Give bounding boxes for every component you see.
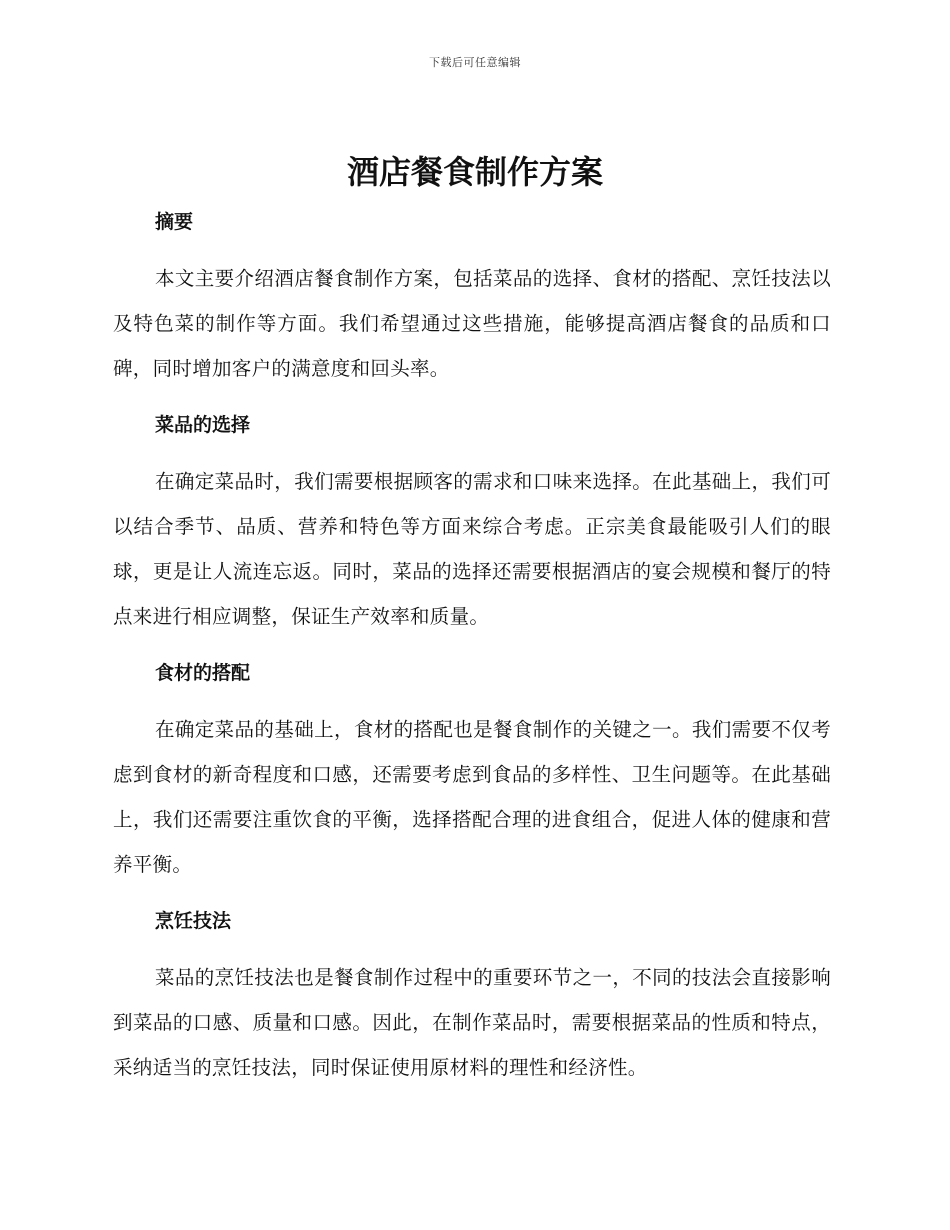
section-body-ingredient-pairing: 在确定菜品的基础上，食材的搭配也是餐食制作的关键之一。我们需要不仅考虑到食材的新奇程度和口感，还需要考虑到食品的多样性、卫生问题等。在此基础上，我们还需要注重饮食的平衡，选择搭配合理的进食组合，促进人体的健康和营养平衡。	[113, 718, 831, 876]
page-header-note: 下载后可任意编辑	[429, 56, 521, 69]
section-body-dish-selection: 在确定菜品时，我们需要根据顾客的需求和口味来选择。在此基础上，我们可以结合季节、品质、营养和特色等方面来综合考虑。正宗美食最能吸引人们的眼球，更是让人流连忘返。同时，菜品的选择还需要根据酒店的宴会规模和餐厅的特点来进行相应调整，保证生产效率和质量。	[113, 470, 831, 628]
section-body-cooking-techniques: 菜品的烹饪技法也是餐食制作过程中的重要环节之一，不同的技法会直接影响到菜品的口感、质量和口感。因此，在制作菜品时，需要根据菜品的性质和特点，采纳适当的烹饪技法，同时保证使用原材料的理性和经济性。	[113, 966, 831, 1079]
section-heading-dish-selection: 菜品的选择	[155, 414, 251, 436]
section-heading-abstract: 摘要	[155, 211, 194, 233]
section-heading-ingredient-pairing: 食材的搭配	[155, 662, 251, 684]
document-body	[113, 200, 831, 1090]
section-heading-cooking-techniques: 烹饪技法	[155, 910, 232, 932]
section-body-abstract: 本文主要介绍酒店餐食制作方案，包括菜品的选择、食材的搭配、烹饪技法以及特色菜的制作等方面。我们希望通过这些措施，能够提高酒店餐食的品质和口碑，同时增加客户的满意度和回头率。	[113, 267, 831, 380]
document-title: 酒店餐食制作方案	[346, 153, 603, 191]
